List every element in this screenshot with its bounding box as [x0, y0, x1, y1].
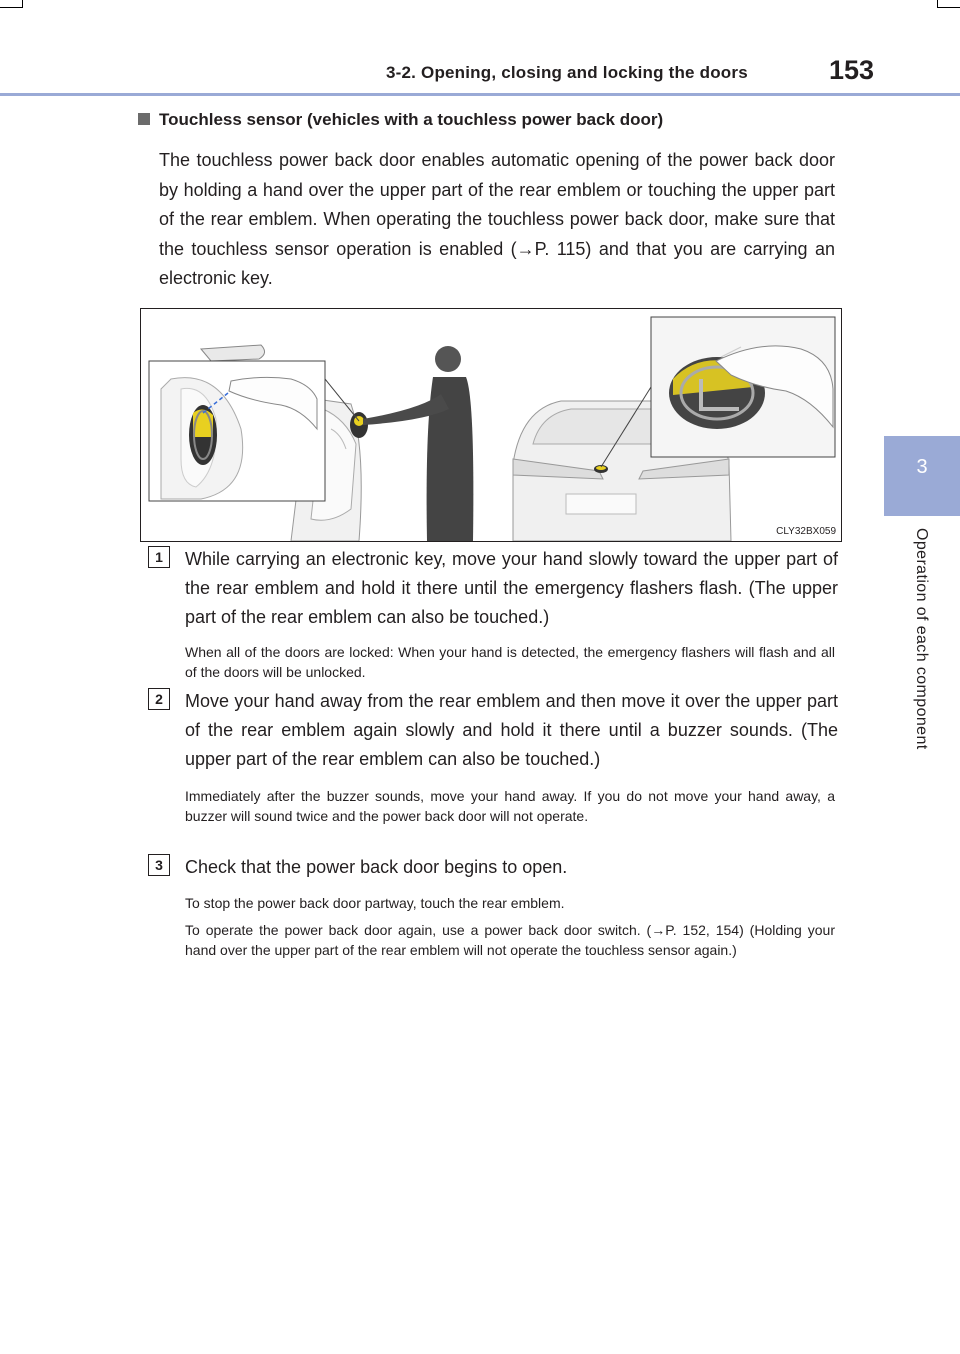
section-title: 3-2. Opening, closing and locking the doors: [386, 63, 748, 82]
figure-code: CLY32BX059: [776, 526, 836, 537]
person-head: [435, 346, 461, 372]
crop-mark: [938, 7, 960, 8]
chapter-title: Operation of each component: [913, 528, 930, 750]
crop-mark: [937, 0, 938, 8]
illustration: [140, 308, 842, 542]
header-divider: [0, 93, 960, 96]
step-1-note: When all of the doors are locked: When your hand is detected, the emergency flashers will flash and all of the doors will be unlocked.: [185, 644, 835, 680]
subsection-heading: [138, 110, 663, 130]
step-number-badge: 2: [148, 688, 170, 710]
step-number-badge: 3: [148, 854, 170, 876]
heading-text: Touchless sensor (vehicles with a touchless power back door): [159, 110, 664, 129]
step-3-note: To operate the power back door again, use a power back door switch. (→P. 152, 154) (Holding your hand over the upper part of the rear emblem will not operate the touchless sensor again.): [185, 922, 835, 958]
intro-paragraph: The touchless power back door enables automatic opening of the power back door by holding a hand over the upper part of the rear emblem or touching the upper part of the rear emblem. When operating the touchless power back door, make sure that the touchless sensor operation is enabled (→P. 115) and that you are carrying an electronic key.: [159, 150, 835, 288]
step-1: [148, 545, 838, 632]
step-text: Move your hand away from the rear emblem and then move it over the upper part of the rear emblem again slowly and hold it there until a buzzer sounds. (The upper part of the rear emblem can also be touched.): [185, 691, 838, 769]
crop-mark: [0, 7, 22, 8]
step-3-note: To stop the power back door partway, touch the rear emblem.: [185, 895, 565, 911]
step-3: [148, 853, 838, 882]
step-number-badge: 1: [148, 546, 170, 568]
step-2: [148, 687, 838, 774]
chapter-tab: [884, 436, 960, 516]
crop-mark: [22, 0, 23, 8]
page-number: 153: [829, 55, 875, 85]
heading-square-bullet: [138, 113, 150, 125]
step-2-note: Immediately after the buzzer sounds, move your hand away. If you do not move your hand away, a buzzer will sound twice and the power back door will not operate.: [185, 788, 835, 824]
touchless-sensor-illustration: [141, 309, 841, 541]
step-text: While carrying an electronic key, move your hand slowly toward the upper part of the rear emblem and hold it there until the emergency flashers flash. (The upper part of the rear emblem can also be touched.): [185, 549, 838, 627]
chapter-number: 3: [916, 456, 928, 478]
step-text: Check that the power back door begins to open.: [185, 857, 568, 877]
